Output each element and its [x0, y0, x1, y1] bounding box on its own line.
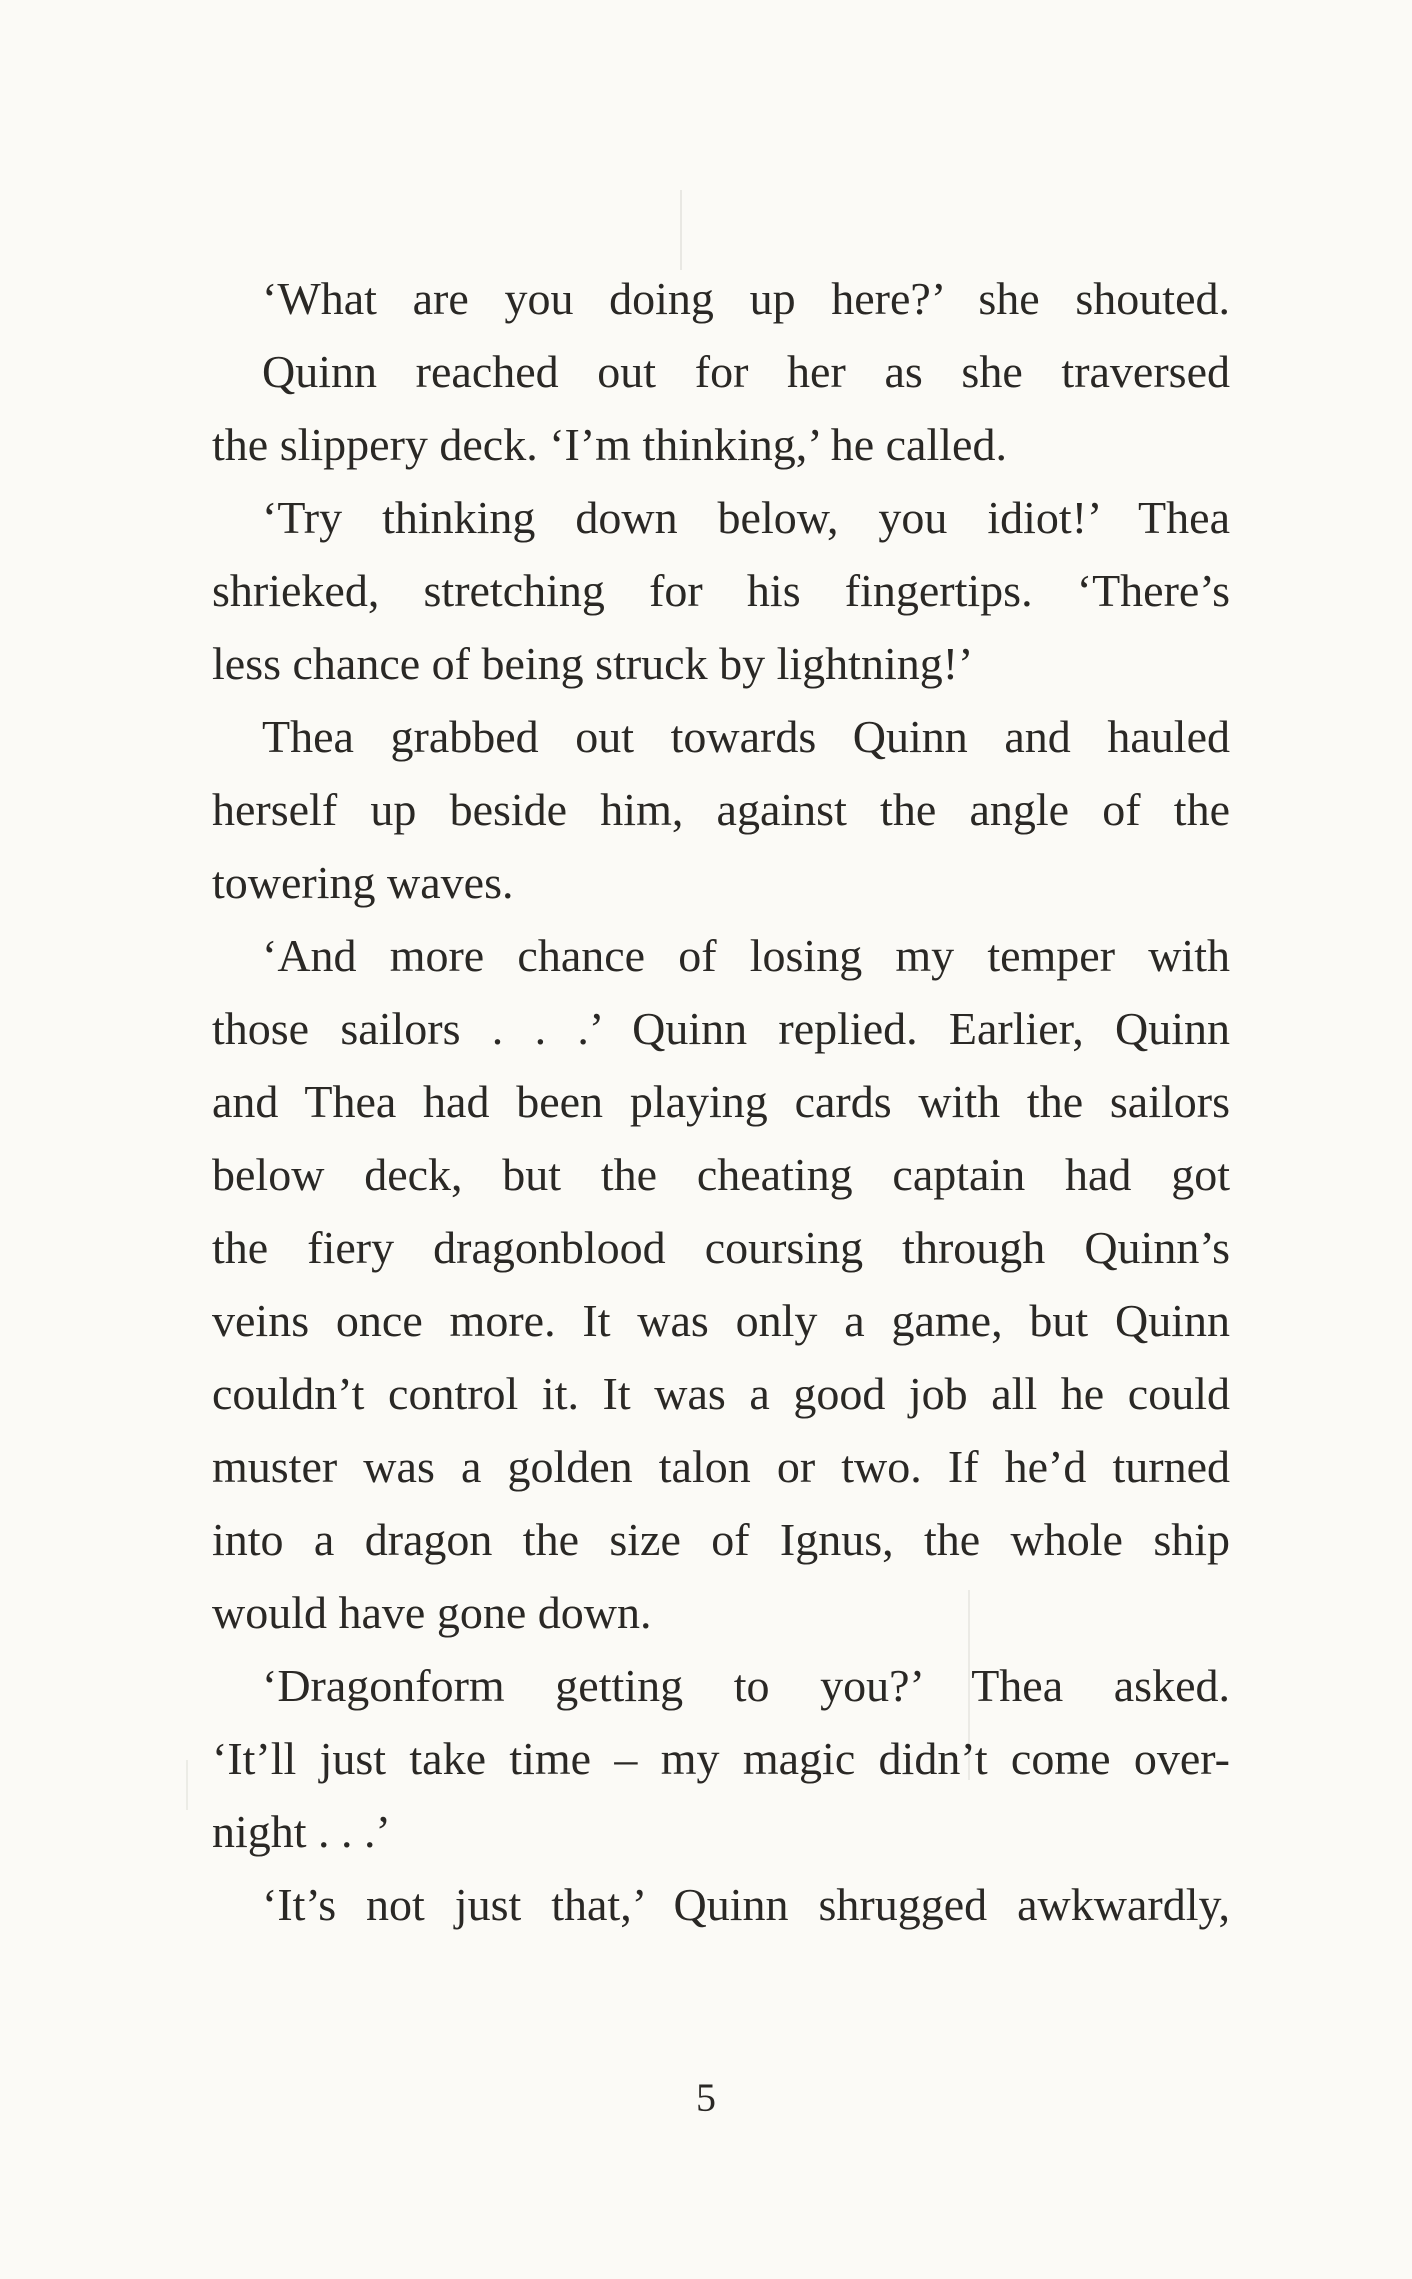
text-line: into a dragon the size of Ignus, the whole ship: [212, 1514, 1230, 1565]
page-number: 5: [696, 2075, 716, 2120]
text-line: night . . .’: [212, 1806, 391, 1857]
text-line: ‘Dragonform getting to you?’ Thea asked.: [262, 1660, 1230, 1711]
text-line: Quinn reached out for her as she traversed: [262, 346, 1230, 397]
scan-artifact: [186, 1760, 188, 1810]
text-line: those sailors . . .’ Quinn replied. Earlier, Quinn: [212, 1003, 1230, 1054]
text-line: couldn’t control it. It was a good job all he could: [212, 1368, 1230, 1419]
text-line: below deck, but the cheating captain had got: [212, 1149, 1230, 1200]
text-line: veins once more. It was only a game, but Quinn: [212, 1295, 1230, 1346]
text-line: ‘What are you doing up here?’ she shouted.: [262, 273, 1230, 324]
text-line: and Thea had been playing cards with the sailors: [212, 1076, 1230, 1127]
text-line: ‘It’s not just that,’ Quinn shrugged awkwardly,: [262, 1879, 1230, 1930]
text-line: less chance of being struck by lightning!’: [212, 638, 974, 689]
text-line: ‘Try thinking down below, you idiot!’ Thea: [262, 492, 1230, 543]
text-line: would have gone down.: [212, 1587, 652, 1638]
text-line: the slippery deck. ‘I’m thinking,’ he called.: [212, 419, 1007, 470]
text-line: the fiery dragonblood coursing through Quinn’s: [212, 1222, 1230, 1273]
text-line: Thea grabbed out towards Quinn and hauled: [262, 711, 1230, 762]
text-line: shrieked, stretching for his fingertips. ‘There’s: [212, 565, 1230, 616]
body-text: [212, 262, 1230, 1941]
text-line: ‘It’ll just take time – my magic didn’t come over-: [212, 1733, 1230, 1784]
text-line: herself up beside him, against the angle of the: [212, 784, 1230, 835]
scan-artifact: [680, 190, 682, 270]
text-line: ‘And more chance of losing my temper with: [262, 930, 1230, 981]
text-line: towering waves.: [212, 857, 514, 908]
text-line: muster was a golden talon or two. If he’d turned: [212, 1441, 1230, 1492]
